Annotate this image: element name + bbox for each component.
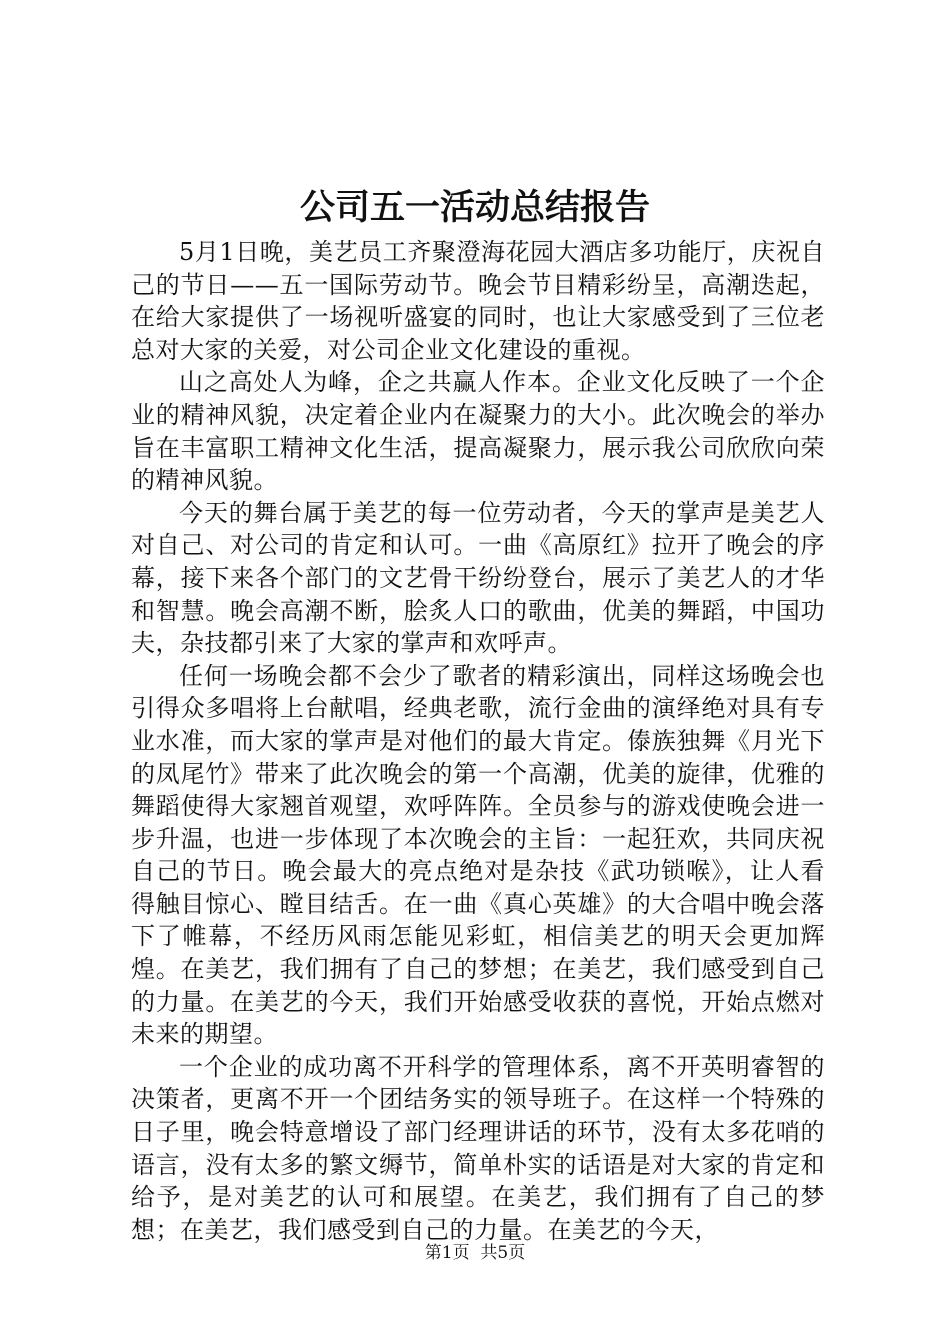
paragraph-3: 今天的舞台属于美艺的每一位劳动者，今天的掌声是美艺人对自己、对公司的肯定和认可。一曲《高原红》拉开了晚会的序幕，接下来各个部门的文艺骨干纷纷登台，展示了美艺人的才华和智慧。晚会高潮不断，脍炙人口的歌曲，优美的舞蹈，中国功夫，杂技都引来了大家的掌声和欢呼声。 (131, 498, 825, 658)
document-body (131, 236, 825, 1246)
page-number: 第1页 (424, 1243, 470, 1263)
paragraph-1: 5月1日晚，美艺员工齐聚澄海花园大酒店多功能厅，庆祝自己的节日——五一国际劳动节。晚会节目精彩纷呈，高潮迭起，在给大家提供了一场视听盛宴的同时，也让大家感受到了三位老总对大家的关爱，对公司企业文化建设的重视。 (131, 238, 825, 364)
paragraph-4: 任何一场晚会都不会少了歌者的精彩演出，同样这场晚会也引得众多唱将上台献唱，经典老歌，流行金曲的演绎绝对具有专业水准，而大家的掌声是对他们的最大肯定。傣族独舞《月光下的凤尾竹》带来了此次晚会的第一个高潮，优美的旋律，优雅的舞蹈使得大家翘首观望，欢呼阵阵。全员参与的游戏使晚会进一步升温，也进一步体现了本次晚会的主旨：一起狂欢，共同庆祝自己的节日。晚会最大的亮点绝对是杂技《武功锁喉》，让人看得触目惊心、瞠目结舌。在一曲《真心英雄》的大合唱中晚会落下了帷幕，不经历风雨怎能见彩虹，相信美艺的明天会更加辉煌。在美艺，我们拥有了自己的梦想；在美艺，我们感受到自己的力量。在美艺的今天，我们开始感受收获的喜悦，开始点燃对未来的期望。 (131, 661, 825, 1049)
paragraph-2: 山之高处人为峰，企之共赢人作本。企业文化反映了一个企业的精神风貌，决定着企业内在凝聚力的大小。此次晚会的举办旨在丰富职工精神文化生活，提高凝聚力，展示我公司欣欣向荣的精神风貌。 (131, 368, 825, 495)
document-title: 公司五一活动总结报告 (299, 187, 650, 228)
footer-separator (470, 1243, 481, 1263)
page-total: 共5页 (480, 1243, 526, 1263)
paragraph-5: 一个企业的成功离不开科学的管理体系，离不开英明睿智的决策者，更离不开一个团结务实的领导班子。在这样一个特殊的日子里，晚会特意增设了部门经理讲话的环节，没有太多花哨的语言，没有太多的繁文缛节，简单朴实的话语是对大家的肯定和给予，是对美艺的认可和展望。在美艺，我们拥有了自己的梦想；在美艺，我们感受到自己的力量。在美艺的今天， (131, 1052, 825, 1244)
page-footer (0, 1241, 950, 1265)
